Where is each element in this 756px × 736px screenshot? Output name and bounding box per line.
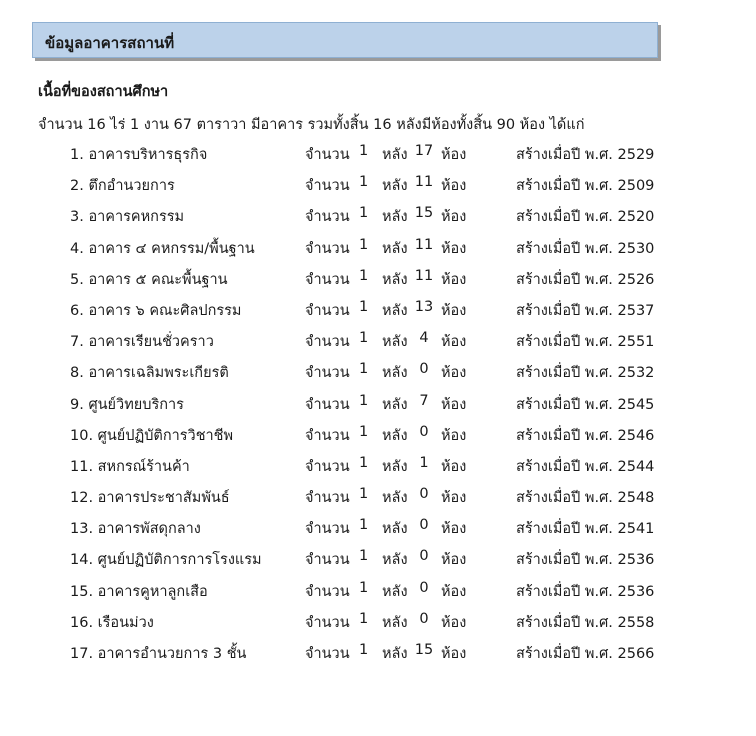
building-row <box>0 330 756 361</box>
room-count: 15 <box>414 205 434 222</box>
room-unit-label: ห้อง <box>441 521 467 538</box>
room-count: 0 <box>419 486 429 503</box>
building-count: 1 <box>359 236 369 253</box>
building-row <box>0 642 756 673</box>
building-name: 1. อาคารบริหารธุรกิจ <box>70 147 208 163</box>
built-prefix: สร้างเมื่อปี พ.ศ. <box>516 583 613 600</box>
building-row <box>0 580 756 611</box>
count-label: จำนวน <box>305 240 350 257</box>
built-year-value: 2545 <box>617 396 655 413</box>
built-prefix: สร้างเมื่อปี พ.ศ. <box>516 271 613 288</box>
built-prefix: สร้างเมื่อปี พ.ศ. <box>516 240 613 257</box>
built-year <box>516 299 654 322</box>
built-year <box>516 174 654 197</box>
building-count: 1 <box>359 174 369 191</box>
room-count: 7 <box>419 392 429 409</box>
built-prefix: สร้างเมื่อปี พ.ศ. <box>516 614 613 631</box>
building-unit-label: หลัง <box>382 178 408 195</box>
building-unit-label: หลัง <box>382 240 408 257</box>
building-list <box>0 143 756 673</box>
room-unit-label: ห้อง <box>441 646 467 662</box>
building-unit-label: หลัง <box>382 458 408 475</box>
building-name: 9. ศูนย์วิทยบริการ <box>70 396 184 413</box>
room-count: 4 <box>419 330 429 347</box>
built-prefix: สร้างเมื่อปี พ.ศ. <box>516 458 613 475</box>
building-unit-label: หลัง <box>382 147 408 163</box>
building-name: 12. อาคารประชาสัมพันธ์ <box>70 490 230 507</box>
built-prefix: สร้างเมื่อปี พ.ศ. <box>516 178 613 195</box>
building-unit-label: หลัง <box>382 490 408 507</box>
building-unit-label: หลัง <box>382 209 408 226</box>
building-count: 1 <box>359 642 369 658</box>
building-count: 1 <box>359 330 369 347</box>
built-year-value: 2544 <box>617 458 655 475</box>
building-name: 10. ศูนย์ปฏิบัติการวิชาชีพ <box>70 427 234 444</box>
built-year <box>516 642 654 665</box>
room-unit-label: ห้อง <box>441 334 467 351</box>
built-year-value: 2526 <box>617 271 655 288</box>
room-unit-label: ห้อง <box>441 365 467 382</box>
section-heading: เนื้อที่ของสถานศึกษา <box>38 84 169 100</box>
building-unit-label: หลัง <box>382 583 408 600</box>
building-row <box>0 486 756 517</box>
building-row <box>0 548 756 579</box>
built-prefix: สร้างเมื่อปี พ.ศ. <box>516 427 613 444</box>
building-count: 1 <box>359 454 369 471</box>
count-label: จำนวน <box>305 302 350 319</box>
built-prefix: สร้างเมื่อปี พ.ศ. <box>516 147 613 163</box>
building-row <box>0 424 756 455</box>
count-label: จำนวน <box>305 458 350 475</box>
built-year <box>516 143 654 166</box>
room-unit-label: ห้อง <box>441 490 467 507</box>
built-year <box>516 486 654 509</box>
building-count: 1 <box>359 517 369 534</box>
building-row <box>0 174 756 205</box>
built-prefix: สร้างเมื่อปี พ.ศ. <box>516 334 613 351</box>
building-count: 1 <box>359 610 369 627</box>
built-year-value: 2551 <box>617 334 655 351</box>
building-name: 14. ศูนย์ปฏิบัติการการโรงแรม <box>70 552 262 569</box>
room-unit-label: ห้อง <box>441 178 467 195</box>
built-year <box>516 424 654 447</box>
building-row <box>0 361 756 392</box>
building-row <box>0 205 756 236</box>
count-label: จำนวน <box>305 334 350 351</box>
building-count: 1 <box>359 205 369 222</box>
room-unit-label: ห้อง <box>441 302 467 319</box>
room-unit-label: ห้อง <box>441 271 467 288</box>
built-year-value: 2520 <box>617 209 655 226</box>
building-count: 1 <box>359 579 369 596</box>
building-name: 15. อาคารคูหาลูกเสือ <box>70 583 208 600</box>
room-unit-label: ห้อง <box>441 147 467 163</box>
building-name: 7. อาคารเรียนชั่วคราว <box>70 334 214 351</box>
building-row <box>0 455 756 486</box>
room-count: 11 <box>414 174 434 191</box>
building-unit-label: หลัง <box>382 646 408 662</box>
built-prefix: สร้างเมื่อปี พ.ศ. <box>516 365 613 382</box>
room-unit-label: ห้อง <box>441 552 467 569</box>
built-prefix: สร้างเมื่อปี พ.ศ. <box>516 490 613 507</box>
room-count: 1 <box>419 454 429 471</box>
built-year-value: 2530 <box>617 240 655 257</box>
built-year <box>516 548 654 571</box>
count-label: จำนวน <box>305 365 350 382</box>
count-label: จำนวน <box>305 490 350 507</box>
room-unit-label: ห้อง <box>441 583 467 600</box>
room-count: 15 <box>414 642 434 658</box>
room-unit-label: ห้อง <box>441 614 467 631</box>
building-unit-label: หลัง <box>382 427 408 444</box>
building-count: 1 <box>359 361 369 378</box>
building-row <box>0 611 756 642</box>
building-count: 1 <box>359 298 369 315</box>
room-count: 17 <box>414 143 434 159</box>
building-name: 2. ตึกอำนวยการ <box>70 178 175 195</box>
built-year-value: 2548 <box>617 490 655 507</box>
building-row <box>0 517 756 548</box>
room-count: 11 <box>414 267 434 284</box>
count-label: จำนวน <box>305 396 350 413</box>
building-name: 16. เรือนม่วง <box>70 614 154 631</box>
building-unit-label: หลัง <box>382 302 408 319</box>
built-year-value: 2536 <box>617 583 655 600</box>
room-unit-label: ห้อง <box>441 427 467 444</box>
building-count: 1 <box>359 392 369 409</box>
built-year-value: 2536 <box>617 552 655 569</box>
building-unit-label: หลัง <box>382 365 408 382</box>
built-year-value: 2509 <box>617 178 655 195</box>
building-row <box>0 143 756 174</box>
built-year-value: 2537 <box>617 302 655 319</box>
building-name: 17. อาคารอำนวยการ 3 ชั้น <box>70 646 247 662</box>
room-count: 11 <box>414 236 434 253</box>
built-year <box>516 330 654 353</box>
building-count: 1 <box>359 267 369 284</box>
page-title: ข้อมูลอาคารสถานที่ <box>45 34 175 52</box>
room-unit-label: ห้อง <box>441 458 467 475</box>
count-label: จำนวน <box>305 552 350 569</box>
room-count: 0 <box>419 361 429 378</box>
building-name: 5. อาคาร ๕ คณะพื้นฐาน <box>70 271 228 288</box>
built-year-value: 2532 <box>617 365 655 382</box>
built-year <box>516 393 654 416</box>
area-summary: จำนวน 16 ไร่ 1 งาน 67 ตาราวา มีอาคาร รวมทั้งสิ้น 16 หลังมีห้องทั้งสิ้น 90 ห้อง ได้แก่ <box>38 117 585 133</box>
building-name: 3. อาคารคหกรรม <box>70 209 185 226</box>
built-prefix: สร้างเมื่อปี พ.ศ. <box>516 302 613 319</box>
room-count: 0 <box>419 517 429 534</box>
count-label: จำนวน <box>305 271 350 288</box>
count-label: จำนวน <box>305 614 350 631</box>
built-year-value: 2529 <box>617 147 655 163</box>
count-label: จำนวน <box>305 209 350 226</box>
building-name: 13. อาคารพัสดุกลาง <box>70 521 201 538</box>
building-row <box>0 393 756 424</box>
built-year <box>516 517 654 540</box>
built-prefix: สร้างเมื่อปี พ.ศ. <box>516 396 613 413</box>
building-row <box>0 299 756 330</box>
built-prefix: สร้างเมื่อปี พ.ศ. <box>516 209 613 226</box>
building-unit-label: หลัง <box>382 334 408 351</box>
built-year-value: 2541 <box>617 521 655 538</box>
count-label: จำนวน <box>305 583 350 600</box>
building-unit-label: หลัง <box>382 614 408 631</box>
built-year <box>516 237 654 260</box>
building-row <box>0 237 756 268</box>
room-count: 0 <box>419 548 429 565</box>
built-prefix: สร้างเมื่อปี พ.ศ. <box>516 521 613 538</box>
building-count: 1 <box>359 486 369 503</box>
built-year-value: 2566 <box>617 646 655 662</box>
count-label: จำนวน <box>305 147 350 163</box>
building-unit-label: หลัง <box>382 396 408 413</box>
room-unit-label: ห้อง <box>441 396 467 413</box>
built-prefix: สร้างเมื่อปี พ.ศ. <box>516 646 613 662</box>
count-label: จำนวน <box>305 427 350 444</box>
building-name: 4. อาคาร ๔ คหกรรม/พื้นฐาน <box>70 240 255 257</box>
room-count: 0 <box>419 423 429 440</box>
count-label: จำนวน <box>305 178 350 195</box>
building-name: 6. อาคาร ๖ คณะศิลปกรรม <box>70 302 242 319</box>
built-year <box>516 580 654 603</box>
room-count: 0 <box>419 579 429 596</box>
built-year <box>516 205 654 228</box>
built-year <box>516 611 654 634</box>
building-unit-label: หลัง <box>382 521 408 538</box>
built-year <box>516 455 654 478</box>
built-year-value: 2558 <box>617 614 655 631</box>
built-year <box>516 268 654 291</box>
building-name: 8. อาคารเฉลิมพระเกียรติ <box>70 365 229 382</box>
count-label: จำนวน <box>305 646 350 662</box>
building-count: 1 <box>359 548 369 565</box>
building-unit-label: หลัง <box>382 552 408 569</box>
built-year <box>516 361 654 384</box>
room-count: 13 <box>414 298 434 315</box>
room-unit-label: ห้อง <box>441 240 467 257</box>
building-count: 1 <box>359 423 369 440</box>
room-unit-label: ห้อง <box>441 209 467 226</box>
section-header-bar <box>32 22 658 58</box>
built-year-value: 2546 <box>617 427 655 444</box>
building-unit-label: หลัง <box>382 271 408 288</box>
built-prefix: สร้างเมื่อปี พ.ศ. <box>516 552 613 569</box>
count-label: จำนวน <box>305 521 350 538</box>
building-name: 11. สหกรณ์ร้านค้า <box>70 458 190 475</box>
building-count: 1 <box>359 143 369 159</box>
room-count: 0 <box>419 610 429 627</box>
building-row <box>0 268 756 299</box>
